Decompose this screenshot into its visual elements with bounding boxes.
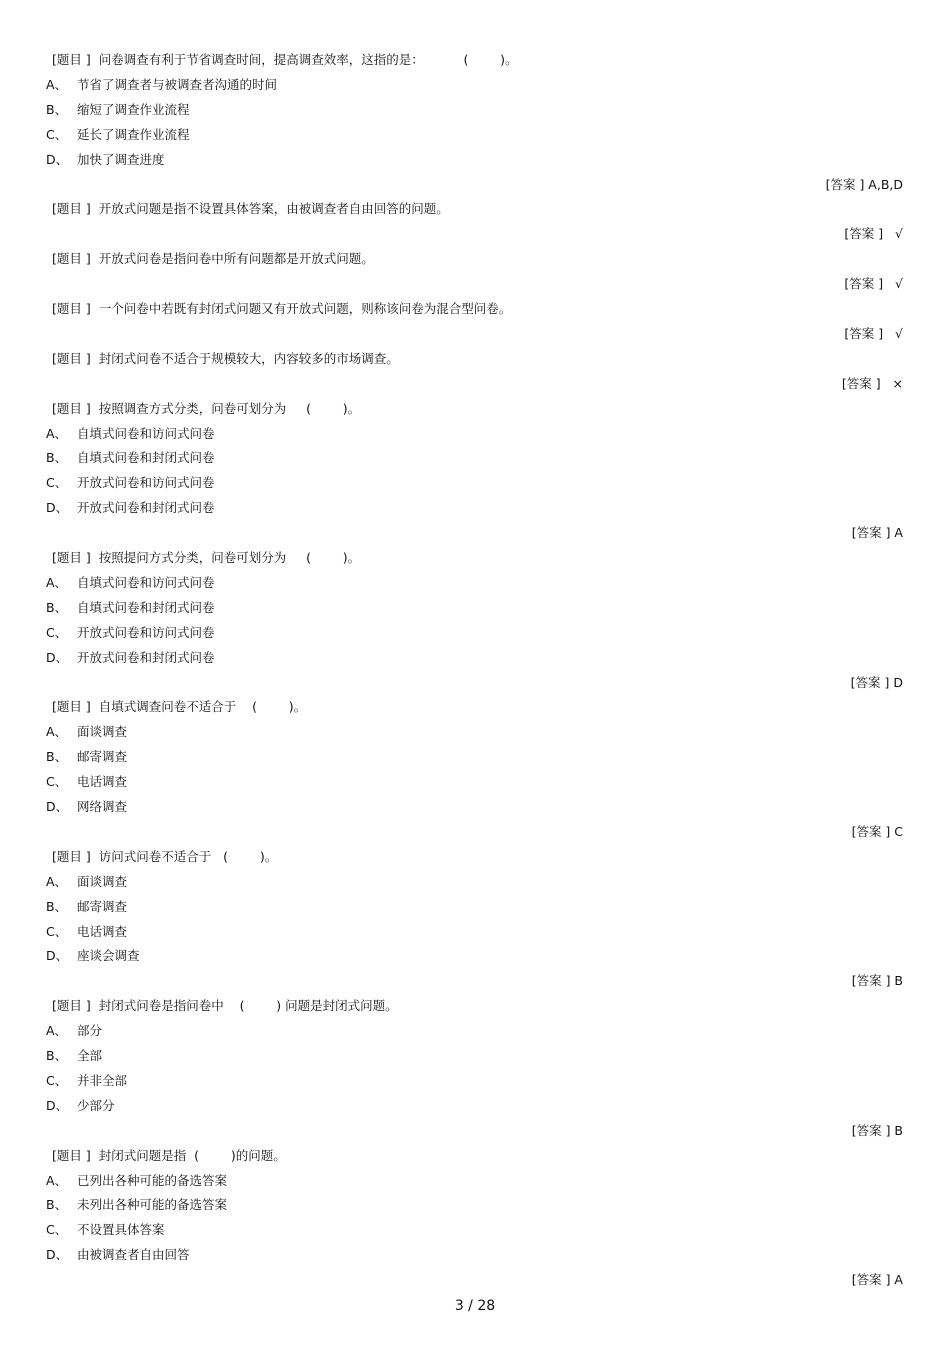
option-text: 网络调查 bbox=[77, 799, 128, 814]
option-line bbox=[0, 623, 950, 643]
answer-text: [答案 ] B bbox=[851, 1122, 903, 1138]
option-line bbox=[0, 473, 950, 493]
option-text: 开放式问卷和封闭式问卷 bbox=[77, 649, 215, 665]
option-text: 面谈调查 bbox=[77, 724, 128, 740]
option-line bbox=[0, 125, 950, 145]
option-text: 电话调查 bbox=[77, 923, 128, 939]
answer-line bbox=[0, 1121, 950, 1141]
option-text: 邮寄调查 bbox=[77, 749, 128, 765]
option-text: 开放式问卷和封闭式问卷 bbox=[77, 500, 215, 516]
question-line bbox=[0, 847, 950, 867]
option-letter: D、 bbox=[46, 1097, 69, 1113]
option-line bbox=[0, 722, 950, 742]
option-line bbox=[0, 75, 950, 95]
answer-text: [答案 ] C bbox=[851, 823, 903, 839]
option-text: 加快了调查进度 bbox=[77, 151, 165, 167]
question-text: 封闭式问卷不适合于规模较大，内容较多的市场调查。 bbox=[98, 350, 399, 366]
page-number: 3 / 28 bbox=[454, 1298, 496, 1314]
answer-line bbox=[0, 1270, 950, 1290]
option-letter: B、 bbox=[46, 1048, 68, 1063]
answer-line bbox=[0, 374, 950, 394]
answer-line bbox=[0, 324, 950, 344]
option-line bbox=[0, 1195, 950, 1215]
answer-text: [答案 ] D bbox=[850, 674, 903, 690]
option-letter: C、 bbox=[46, 1222, 68, 1238]
question-line bbox=[0, 199, 950, 219]
option-letter: C、 bbox=[46, 475, 68, 491]
answer-line bbox=[0, 274, 950, 294]
option-line bbox=[0, 772, 950, 792]
option-letter: B、 bbox=[46, 749, 68, 765]
option-text: 缩短了调查作业流程 bbox=[77, 101, 190, 117]
option-letter: C、 bbox=[46, 923, 68, 939]
answer-text: [答案 ] × bbox=[841, 375, 903, 391]
option-letter: B、 bbox=[46, 898, 68, 914]
option-letter: A、 bbox=[46, 724, 68, 740]
option-text: 部分 bbox=[77, 1023, 103, 1039]
question-tag: [题目 ] bbox=[52, 350, 91, 366]
option-letter: D、 bbox=[46, 799, 69, 814]
option-text: 邮寄调查 bbox=[77, 898, 128, 914]
option-letter: D、 bbox=[46, 649, 69, 665]
answer-line bbox=[0, 822, 950, 842]
question-text: 一个问卷中若既有封闭式问题又有开放式问题，则称该问卷为混合型问卷。 bbox=[98, 301, 512, 316]
option-text: 并非全部 bbox=[77, 1072, 128, 1088]
answer-text: [答案 ] √ bbox=[844, 325, 903, 341]
question-text: 开放式问卷是指问卷中所有问题都是开放式问题。 bbox=[98, 251, 374, 267]
option-letter: B、 bbox=[46, 450, 68, 466]
answer-text: [答案 ] B bbox=[851, 973, 903, 989]
option-line bbox=[0, 946, 950, 966]
option-letter: A、 bbox=[46, 1172, 68, 1188]
question-text: 开放式问题是指不设置具体答案，由被调查者自由回答的问题。 bbox=[98, 201, 449, 217]
option-line bbox=[0, 498, 950, 518]
question-text: 访问式问卷不适合于 ( )。 bbox=[98, 848, 278, 864]
option-text: 由被调查者自由回答 bbox=[77, 1247, 190, 1263]
option-line bbox=[0, 797, 950, 817]
question-tag: [题目 ] bbox=[52, 699, 91, 715]
option-line bbox=[0, 1071, 950, 1091]
option-text: 自填式问卷和访问式问卷 bbox=[77, 574, 215, 590]
question-line bbox=[0, 399, 950, 419]
option-letter: A、 bbox=[46, 574, 68, 590]
option-line bbox=[0, 648, 950, 668]
question-tag: [题目 ] bbox=[52, 550, 91, 565]
question-text: 封闭式问卷是指问卷中 ( ) 问题是封闭式问题。 bbox=[98, 998, 398, 1014]
question-tag: [题目 ] bbox=[52, 201, 91, 217]
option-line bbox=[0, 598, 950, 618]
option-text: 全部 bbox=[77, 1048, 103, 1063]
option-text: 开放式问卷和访问式问卷 bbox=[77, 475, 215, 491]
option-line bbox=[0, 100, 950, 120]
answer-text: [答案 ] A bbox=[851, 525, 903, 541]
option-line bbox=[0, 922, 950, 942]
option-text: 座谈会调查 bbox=[77, 948, 140, 964]
option-letter: A、 bbox=[46, 873, 68, 889]
answer-text: [答案 ] √ bbox=[844, 276, 903, 292]
answer-line bbox=[0, 175, 950, 195]
option-text: 开放式问卷和访问式问卷 bbox=[77, 624, 215, 640]
option-line bbox=[0, 1096, 950, 1116]
option-letter: D、 bbox=[46, 151, 69, 167]
answer-text: [答案 ] A bbox=[851, 1272, 903, 1288]
option-letter: D、 bbox=[46, 1247, 69, 1263]
option-letter: C、 bbox=[46, 126, 68, 142]
answer-line bbox=[0, 523, 950, 543]
option-letter: D、 bbox=[46, 948, 69, 964]
option-letter: C、 bbox=[46, 774, 68, 790]
option-letter: C、 bbox=[46, 1072, 68, 1088]
answer-line bbox=[0, 673, 950, 693]
option-letter: B、 bbox=[46, 101, 68, 117]
question-text: 按照调查方式分类，问卷可划分为 ( )。 bbox=[98, 400, 361, 416]
option-line bbox=[0, 1046, 950, 1066]
option-text: 自填式问卷和封闭式问卷 bbox=[77, 599, 215, 615]
question-line bbox=[0, 299, 950, 319]
option-line bbox=[0, 573, 950, 593]
answer-text: [答案 ] √ bbox=[844, 226, 903, 242]
option-line bbox=[0, 448, 950, 468]
option-line bbox=[0, 1021, 950, 1041]
option-letter: B、 bbox=[46, 1197, 68, 1213]
option-line bbox=[0, 1171, 950, 1191]
question-tag: [题目 ] bbox=[52, 52, 91, 67]
option-text: 节省了调查者与被调查者沟通的时间 bbox=[77, 76, 278, 92]
option-line bbox=[0, 747, 950, 767]
option-text: 不设置具体答案 bbox=[77, 1222, 165, 1238]
option-letter: C、 bbox=[46, 624, 68, 640]
question-line bbox=[0, 996, 950, 1016]
question-line bbox=[0, 1146, 950, 1166]
question-line bbox=[0, 697, 950, 717]
answer-line bbox=[0, 224, 950, 244]
question-line bbox=[0, 249, 950, 269]
question-text: 问卷调查有利于节省调查时间，提高调查效率，这指的是： ( )。 bbox=[98, 52, 518, 67]
option-line bbox=[0, 1245, 950, 1265]
option-line bbox=[0, 1220, 950, 1240]
question-tag: [题目 ] bbox=[52, 998, 91, 1014]
option-text: 自填式问卷和封闭式问卷 bbox=[77, 450, 215, 466]
option-text: 电话调查 bbox=[77, 774, 128, 790]
option-text: 面谈调查 bbox=[77, 873, 128, 889]
answer-text: [答案 ] A,B,D bbox=[825, 176, 903, 192]
option-letter: A、 bbox=[46, 425, 68, 441]
answer-line bbox=[0, 971, 950, 991]
question-text: 按照提问方式分类，问卷可划分为 ( )。 bbox=[98, 550, 361, 565]
question-tag: [题目 ] bbox=[52, 400, 91, 416]
question-tag: [题目 ] bbox=[52, 301, 91, 316]
question-line bbox=[0, 349, 950, 369]
question-tag: [题目 ] bbox=[52, 251, 91, 267]
option-line bbox=[0, 872, 950, 892]
question-text: 自填式调查问卷不适合于 ( )。 bbox=[98, 699, 307, 715]
option-text: 延长了调查作业流程 bbox=[77, 126, 190, 142]
question-line bbox=[0, 548, 950, 568]
option-text: 少部分 bbox=[77, 1097, 115, 1113]
option-line bbox=[0, 150, 950, 170]
option-line bbox=[0, 424, 950, 444]
option-text: 未列出各种可能的备选答案 bbox=[77, 1197, 228, 1213]
option-text: 自填式问卷和访问式问卷 bbox=[77, 425, 215, 441]
option-line bbox=[0, 897, 950, 917]
question-text: 封闭式问题是指 ( )的问题。 bbox=[98, 1147, 286, 1163]
option-letter: A、 bbox=[46, 1023, 68, 1039]
option-text: 已列出各种可能的备选答案 bbox=[77, 1172, 228, 1188]
option-letter: D、 bbox=[46, 500, 69, 516]
option-letter: B、 bbox=[46, 599, 68, 615]
question-tag: [题目 ] bbox=[52, 848, 91, 864]
option-letter: A、 bbox=[46, 76, 68, 92]
question-tag: [题目 ] bbox=[52, 1147, 91, 1163]
question-line bbox=[0, 50, 950, 70]
